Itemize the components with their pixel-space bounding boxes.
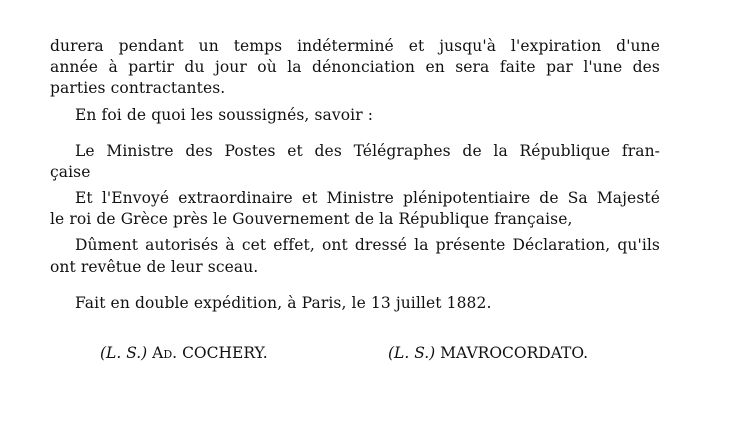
seal-mark-right: (L. S.) <box>388 344 436 362</box>
signature-right <box>388 343 588 363</box>
seal-mark-left: (L. S.) <box>100 344 148 362</box>
paragraph-5-line-2: ont revêtue de leur sceau. <box>50 258 259 276</box>
paragraph-1-line-1: durera pendant un temps indéterminé et jusqu'à l'expiration d'une <box>50 37 660 55</box>
signature-left <box>100 343 268 363</box>
paragraph-3-line-2: çaise <box>50 163 91 181</box>
closing-line: Fait en double expédition, à Paris, le 13 juillet 1882. <box>75 294 492 312</box>
signatory-name-left: COCHERY. <box>182 344 268 362</box>
signatory-name-right: MAVROCORDATO. <box>440 344 589 362</box>
paragraph-5-line-1: Dûment autorisés à cet effet, ont dressé la présente Déclaration, qu'ils <box>75 236 660 254</box>
paragraph-1-line-3: parties contractantes. <box>50 79 226 97</box>
paragraph-1-line-2: année à partir du jour où la dénonciation en sera faite par l'une des <box>50 58 660 76</box>
paragraph-4-line-1: Et l'Envoyé extraordinaire et Ministre plénipotentiaire de Sa Majesté <box>75 189 660 207</box>
paragraph-4-line-2: le roi de Grèce près le Gouvernement de la République française, <box>50 210 573 228</box>
signatory-prefix-left: Ad. <box>152 344 178 362</box>
paragraph-3-line-1: Le Ministre des Postes et des Télégraphes de la République fran- <box>75 142 660 160</box>
paragraph-2: En foi de quoi les soussignés, savoir : <box>75 106 374 124</box>
